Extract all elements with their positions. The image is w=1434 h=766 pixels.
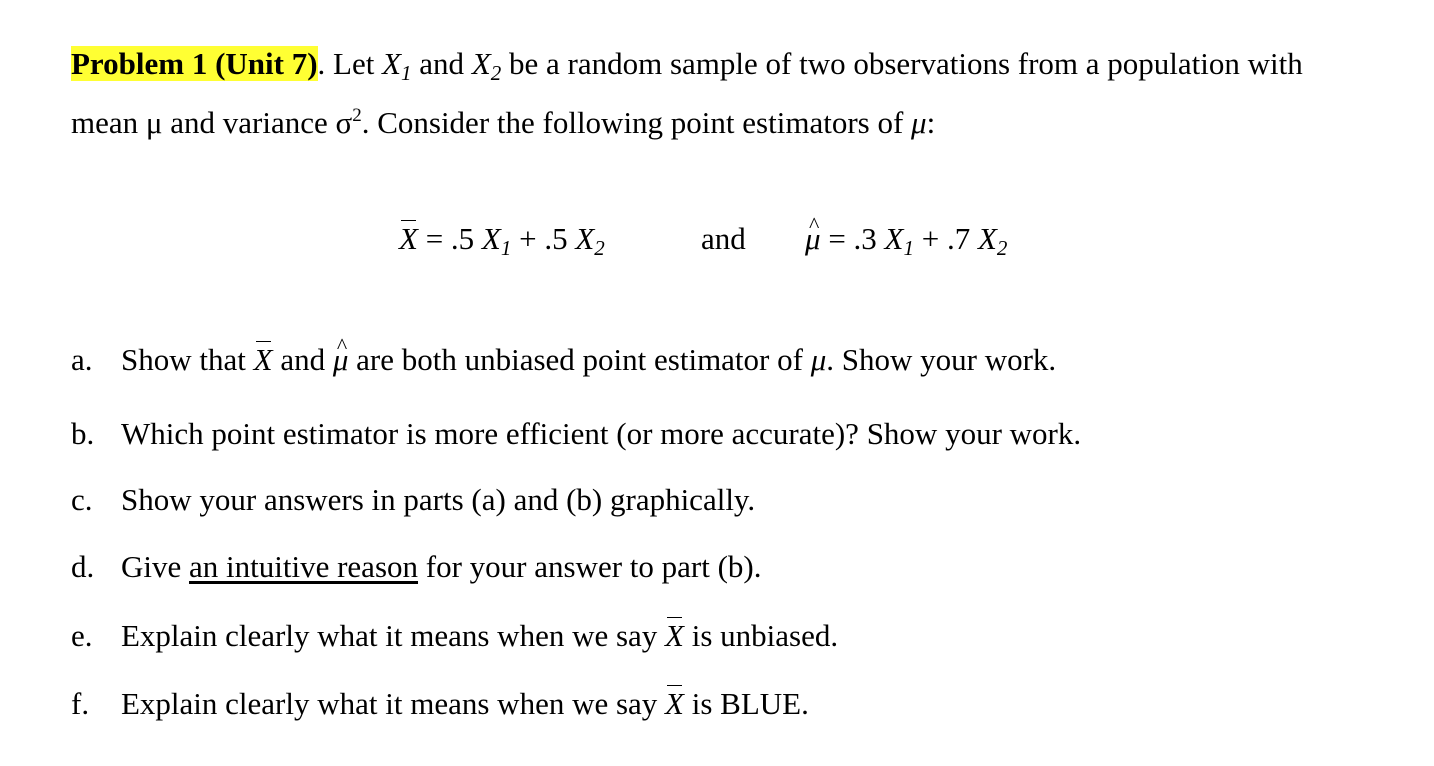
item-d-underlined: an intuitive reason	[189, 549, 419, 584]
item-b-letter: b.	[71, 416, 95, 451]
item-c-letter: c.	[71, 482, 93, 517]
var-x1-sub: 1	[401, 61, 412, 85]
xbar-rhs-part-1: = .5	[417, 221, 482, 256]
intro-text-2: and	[411, 46, 472, 81]
intro-text-3: be a random sample of two observations from a population with	[501, 46, 1303, 81]
item-d-part-2: for your answer to part (b).	[418, 549, 762, 584]
item-e-letter: e.	[71, 618, 93, 653]
var-x2-sub: 2	[490, 61, 502, 85]
problem-intro-line-2	[71, 103, 935, 143]
item-a-part-2: and	[272, 342, 333, 377]
item-d-part-1: Give	[121, 549, 190, 584]
item-a-mu: μ	[810, 342, 827, 377]
xbar-x2: X	[575, 221, 595, 256]
muhat-rhs-part-1: = .3	[820, 221, 885, 256]
item-a-part-4: . Show your work.	[826, 342, 1057, 377]
formula-muhat	[805, 219, 1007, 259]
item-a-part-3: are both unbiased point estimator of	[348, 342, 811, 377]
muhat-plus: + .7	[913, 221, 978, 256]
item-f-letter: f.	[71, 686, 90, 721]
item-f-part-2: is BLUE.	[683, 686, 809, 721]
var-x1: X	[382, 46, 402, 81]
item-e-text	[121, 616, 838, 656]
item-d-letter: d.	[71, 549, 95, 584]
formula-xbar	[399, 219, 605, 259]
intro-line2-text-1: mean μ and variance σ	[71, 105, 353, 140]
item-a-text	[121, 340, 1056, 380]
formula-and: and	[701, 221, 746, 256]
muhat-symbol: ^ μ	[805, 219, 821, 259]
problem-intro-line-1	[71, 44, 1303, 84]
xbar-symbol: X	[399, 219, 418, 259]
item-e-part-2: is unbiased.	[683, 618, 839, 653]
xbar-x1: X	[481, 221, 501, 256]
intro-line2-text-3: :	[926, 105, 936, 140]
item-f-part-1: Explain clearly what it means when we say	[121, 686, 666, 721]
item-a-part-1: Show that	[121, 342, 254, 377]
item-a-muhat: ^ μ	[333, 340, 349, 380]
muhat-x1: X	[884, 221, 904, 256]
item-b-text: Which point estimator is more efficient (or more accurate)? Show your work.	[121, 416, 1082, 451]
muhat-x2-sub: 2	[996, 236, 1008, 260]
var-x2: X	[471, 46, 491, 81]
intro-line2-text-2: . Consider the following point estimators of	[361, 105, 912, 140]
item-a-xbar: X	[254, 340, 273, 380]
item-e-xbar: X	[665, 616, 684, 656]
sigma-squared-sup: 2	[352, 105, 362, 126]
intro-text-1: . Let	[317, 46, 383, 81]
item-c-text: Show your answers in parts (a) and (b) graphically.	[121, 482, 756, 517]
item-f-text	[121, 684, 809, 724]
xbar-x1-sub: 1	[500, 236, 512, 260]
muhat-x1-sub: 1	[903, 236, 914, 260]
item-e-part-1: Explain clearly what it means when we say	[121, 618, 666, 653]
xbar-x2-sub: 2	[594, 236, 605, 260]
xbar-plus: + .5	[511, 221, 576, 256]
item-f-xbar: X	[665, 684, 684, 724]
item-a-letter: a.	[71, 342, 93, 377]
problem-heading: Problem 1 (Unit 7)	[71, 46, 318, 81]
muhat-x2: X	[977, 221, 997, 256]
mu-symbol: μ	[911, 105, 927, 140]
item-d-text	[121, 547, 761, 587]
